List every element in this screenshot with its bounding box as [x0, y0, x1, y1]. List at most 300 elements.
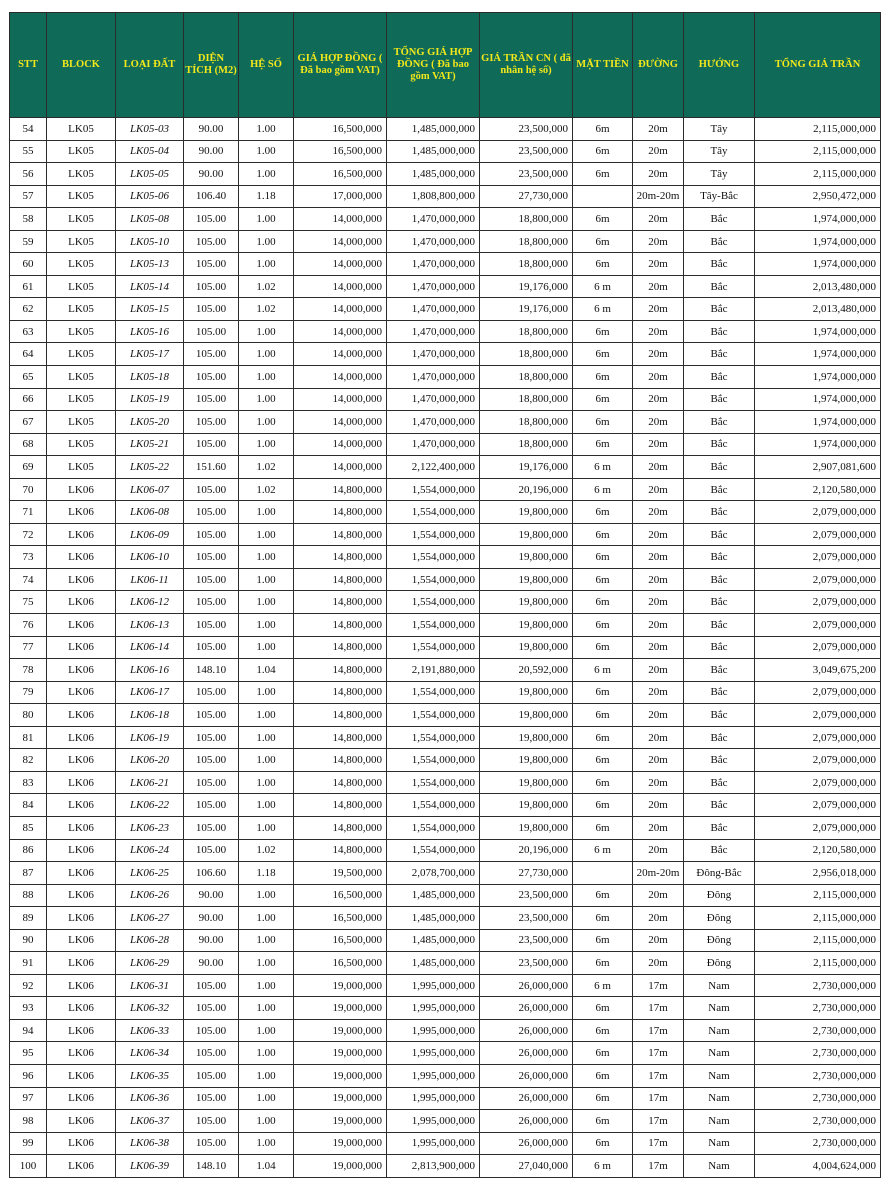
cell-stt: 60: [10, 253, 47, 276]
cell-lot-type: LK06-38: [116, 1132, 184, 1155]
cell-road: 20m: [633, 952, 684, 975]
cell-contract-price: 14,800,000: [294, 568, 387, 591]
cell-total-ceiling-price: 2,730,000,000: [755, 1087, 881, 1110]
cell-road: 20m: [633, 816, 684, 839]
table-row: [10, 816, 881, 839]
cell-frontage: 6m: [573, 320, 633, 343]
cell-frontage: 6m: [573, 614, 633, 637]
cell-coefficient: 1.00: [239, 952, 294, 975]
cell-frontage: [573, 185, 633, 208]
cell-block: LK06: [47, 546, 116, 569]
cell-total-ceiling-price: 2,079,000,000: [755, 523, 881, 546]
cell-total-ceiling-price: 2,730,000,000: [755, 1132, 881, 1155]
cell-total-ceiling-price: 2,079,000,000: [755, 568, 881, 591]
cell-direction: Bắc: [684, 501, 755, 524]
cell-block: LK06: [47, 523, 116, 546]
cell-road: 20m: [633, 523, 684, 546]
cell-coefficient: 1.00: [239, 523, 294, 546]
cell-ceiling-price: 18,800,000: [480, 320, 573, 343]
cell-road: 17m: [633, 997, 684, 1020]
cell-ceiling-price: 23,500,000: [480, 140, 573, 163]
col-header-stt: STT: [10, 13, 47, 118]
cell-contract-price: 14,800,000: [294, 636, 387, 659]
cell-lot-type: LK06-27: [116, 907, 184, 930]
table-row: [10, 501, 881, 524]
cell-total-contract-price: 1,995,000,000: [387, 1042, 480, 1065]
cell-coefficient: 1.00: [239, 749, 294, 772]
cell-total-contract-price: 1,995,000,000: [387, 1087, 480, 1110]
cell-total-ceiling-price: 1,974,000,000: [755, 411, 881, 434]
cell-contract-price: 14,800,000: [294, 591, 387, 614]
cell-total-ceiling-price: 2,115,000,000: [755, 118, 881, 141]
cell-coefficient: 1.02: [239, 478, 294, 501]
cell-contract-price: 14,000,000: [294, 456, 387, 479]
cell-stt: 65: [10, 366, 47, 389]
cell-total-ceiling-price: 1,974,000,000: [755, 433, 881, 456]
cell-direction: Nam: [684, 997, 755, 1020]
cell-stt: 75: [10, 591, 47, 614]
cell-coefficient: 1.00: [239, 1110, 294, 1133]
cell-lot-type: LK06-19: [116, 726, 184, 749]
cell-block: LK05: [47, 163, 116, 186]
cell-coefficient: 1.00: [239, 974, 294, 997]
cell-contract-price: 14,000,000: [294, 253, 387, 276]
cell-road: 20m: [633, 275, 684, 298]
cell-total-contract-price: 1,808,800,000: [387, 185, 480, 208]
cell-contract-price: 14,800,000: [294, 816, 387, 839]
cell-ceiling-price: 19,800,000: [480, 749, 573, 772]
cell-road: 20m: [633, 794, 684, 817]
table-row: [10, 456, 881, 479]
cell-total-contract-price: 1,995,000,000: [387, 1064, 480, 1087]
table-row: [10, 343, 881, 366]
cell-total-ceiling-price: 2,730,000,000: [755, 1064, 881, 1087]
cell-lot-type: LK05-06: [116, 185, 184, 208]
cell-ceiling-price: 18,800,000: [480, 433, 573, 456]
cell-lot-type: LK06-36: [116, 1087, 184, 1110]
cell-contract-price: 16,500,000: [294, 163, 387, 186]
cell-lot-type: LK05-21: [116, 433, 184, 456]
cell-road: 20m: [633, 388, 684, 411]
cell-total-contract-price: 1,485,000,000: [387, 929, 480, 952]
cell-frontage: 6m: [573, 366, 633, 389]
col-header-block: BLOCK: [47, 13, 116, 118]
cell-coefficient: 1.00: [239, 816, 294, 839]
cell-total-ceiling-price: 1,974,000,000: [755, 320, 881, 343]
cell-area: 105.00: [184, 1042, 239, 1065]
cell-total-contract-price: 2,078,700,000: [387, 862, 480, 885]
table-row: [10, 614, 881, 637]
cell-contract-price: 14,000,000: [294, 366, 387, 389]
cell-stt: 89: [10, 907, 47, 930]
cell-coefficient: 1.00: [239, 771, 294, 794]
cell-frontage: 6m: [573, 952, 633, 975]
table-row: [10, 388, 881, 411]
cell-total-ceiling-price: 2,079,000,000: [755, 591, 881, 614]
cell-total-contract-price: 1,470,000,000: [387, 388, 480, 411]
cell-road: 20m: [633, 659, 684, 682]
cell-lot-type: LK05-04: [116, 140, 184, 163]
table-row: [10, 275, 881, 298]
cell-coefficient: 1.00: [239, 388, 294, 411]
cell-stt: 79: [10, 681, 47, 704]
cell-ceiling-price: 26,000,000: [480, 1087, 573, 1110]
col-header-frontage: MẶT TIỀN: [573, 13, 633, 118]
cell-area: 90.00: [184, 884, 239, 907]
cell-ceiling-price: 23,500,000: [480, 952, 573, 975]
cell-total-ceiling-price: 2,907,081,600: [755, 456, 881, 479]
cell-total-ceiling-price: 2,115,000,000: [755, 907, 881, 930]
cell-coefficient: 1.00: [239, 636, 294, 659]
cell-road: 20m: [633, 298, 684, 321]
cell-block: LK06: [47, 862, 116, 885]
table-row: [10, 591, 881, 614]
cell-stt: 92: [10, 974, 47, 997]
cell-direction: Bắc: [684, 275, 755, 298]
cell-direction: Bắc: [684, 749, 755, 772]
cell-block: LK06: [47, 1155, 116, 1178]
cell-block: LK06: [47, 591, 116, 614]
table-row: [10, 952, 881, 975]
table-row: [10, 1132, 881, 1155]
cell-frontage: 6m: [573, 343, 633, 366]
cell-coefficient: 1.00: [239, 884, 294, 907]
cell-ceiling-price: 19,800,000: [480, 501, 573, 524]
table-row: [10, 929, 881, 952]
cell-lot-type: LK06-24: [116, 839, 184, 862]
cell-area: 148.10: [184, 1155, 239, 1178]
cell-stt: 87: [10, 862, 47, 885]
cell-lot-type: LK05-22: [116, 456, 184, 479]
cell-lot-type: LK06-09: [116, 523, 184, 546]
cell-coefficient: 1.00: [239, 546, 294, 569]
cell-area: 105.00: [184, 411, 239, 434]
cell-road: 20m: [633, 501, 684, 524]
cell-total-contract-price: 1,554,000,000: [387, 523, 480, 546]
cell-road: 20m: [633, 411, 684, 434]
cell-stt: 68: [10, 433, 47, 456]
cell-ceiling-price: 19,176,000: [480, 456, 573, 479]
cell-stt: 80: [10, 704, 47, 727]
cell-road: 20m: [633, 118, 684, 141]
cell-ceiling-price: 18,800,000: [480, 366, 573, 389]
cell-lot-type: LK05-17: [116, 343, 184, 366]
cell-total-contract-price: 1,470,000,000: [387, 230, 480, 253]
cell-direction: Tây: [684, 140, 755, 163]
table-row: [10, 366, 881, 389]
table-row: [10, 1155, 881, 1178]
cell-road: 20m: [633, 230, 684, 253]
cell-frontage: 6m: [573, 230, 633, 253]
cell-ceiling-price: 19,800,000: [480, 816, 573, 839]
cell-total-contract-price: 1,485,000,000: [387, 140, 480, 163]
cell-block: LK06: [47, 1064, 116, 1087]
cell-coefficient: 1.00: [239, 1042, 294, 1065]
table-row: [10, 546, 881, 569]
cell-ceiling-price: 20,196,000: [480, 839, 573, 862]
cell-ceiling-price: 19,800,000: [480, 568, 573, 591]
cell-area: 105.00: [184, 568, 239, 591]
cell-road: 20m: [633, 568, 684, 591]
table-row: [10, 208, 881, 231]
cell-contract-price: 19,500,000: [294, 862, 387, 885]
cell-area: 90.00: [184, 907, 239, 930]
cell-total-ceiling-price: 1,974,000,000: [755, 366, 881, 389]
cell-direction: Tây: [684, 118, 755, 141]
cell-stt: 67: [10, 411, 47, 434]
cell-contract-price: 14,000,000: [294, 433, 387, 456]
cell-area: 105.00: [184, 343, 239, 366]
cell-area: 105.00: [184, 253, 239, 276]
cell-stt: 58: [10, 208, 47, 231]
cell-direction: Bắc: [684, 456, 755, 479]
cell-frontage: 6m: [573, 726, 633, 749]
cell-total-ceiling-price: 2,730,000,000: [755, 974, 881, 997]
cell-contract-price: 16,500,000: [294, 952, 387, 975]
cell-block: LK06: [47, 681, 116, 704]
cell-block: LK06: [47, 771, 116, 794]
cell-stt: 82: [10, 749, 47, 772]
cell-road: 20m: [633, 771, 684, 794]
cell-total-contract-price: 2,191,880,000: [387, 659, 480, 682]
cell-stt: 71: [10, 501, 47, 524]
cell-stt: 77: [10, 636, 47, 659]
table-row: [10, 862, 881, 885]
cell-direction: Tây: [684, 163, 755, 186]
table-row: [10, 681, 881, 704]
cell-total-contract-price: 1,470,000,000: [387, 433, 480, 456]
cell-direction: Bắc: [684, 208, 755, 231]
cell-frontage: 6m: [573, 794, 633, 817]
cell-direction: Bắc: [684, 839, 755, 862]
cell-lot-type: LK06-10: [116, 546, 184, 569]
cell-coefficient: 1.00: [239, 704, 294, 727]
cell-block: LK05: [47, 411, 116, 434]
cell-ceiling-price: 19,800,000: [480, 546, 573, 569]
cell-lot-type: LK05-16: [116, 320, 184, 343]
cell-direction: Nam: [684, 1064, 755, 1087]
cell-frontage: 6m: [573, 929, 633, 952]
cell-total-ceiling-price: 3,049,675,200: [755, 659, 881, 682]
cell-area: 105.00: [184, 681, 239, 704]
cell-ceiling-price: 20,592,000: [480, 659, 573, 682]
col-header-lot-type: LOẠI ĐẤT: [116, 13, 184, 118]
cell-lot-type: LK06-21: [116, 771, 184, 794]
cell-stt: 66: [10, 388, 47, 411]
cell-road: 20m-20m: [633, 862, 684, 885]
cell-coefficient: 1.00: [239, 253, 294, 276]
cell-total-contract-price: 1,554,000,000: [387, 749, 480, 772]
cell-frontage: 6m: [573, 568, 633, 591]
cell-block: LK06: [47, 1132, 116, 1155]
table-row: [10, 636, 881, 659]
cell-total-contract-price: 1,554,000,000: [387, 614, 480, 637]
cell-direction: Bắc: [684, 546, 755, 569]
cell-stt: 98: [10, 1110, 47, 1133]
cell-ceiling-price: 19,800,000: [480, 704, 573, 727]
cell-lot-type: LK06-34: [116, 1042, 184, 1065]
cell-coefficient: 1.00: [239, 366, 294, 389]
cell-total-contract-price: 1,554,000,000: [387, 681, 480, 704]
table-row: [10, 907, 881, 930]
cell-frontage: 6m: [573, 636, 633, 659]
cell-ceiling-price: 19,800,000: [480, 636, 573, 659]
cell-area: 105.00: [184, 1132, 239, 1155]
cell-frontage: 6 m: [573, 1155, 633, 1178]
cell-lot-type: LK06-18: [116, 704, 184, 727]
cell-frontage: [573, 862, 633, 885]
cell-total-ceiling-price: 2,079,000,000: [755, 614, 881, 637]
table-row: [10, 118, 881, 141]
cell-coefficient: 1.00: [239, 411, 294, 434]
cell-ceiling-price: 23,500,000: [480, 884, 573, 907]
cell-lot-type: LK06-22: [116, 794, 184, 817]
cell-ceiling-price: 18,800,000: [480, 253, 573, 276]
cell-stt: 63: [10, 320, 47, 343]
cell-total-ceiling-price: 2,079,000,000: [755, 726, 881, 749]
cell-road: 20m: [633, 929, 684, 952]
cell-direction: Bắc: [684, 659, 755, 682]
cell-block: LK06: [47, 704, 116, 727]
cell-contract-price: 14,800,000: [294, 794, 387, 817]
table-row: [10, 704, 881, 727]
cell-lot-type: LK05-19: [116, 388, 184, 411]
cell-direction: Đông: [684, 952, 755, 975]
cell-contract-price: 14,800,000: [294, 478, 387, 501]
cell-ceiling-price: 26,000,000: [480, 974, 573, 997]
cell-ceiling-price: 18,800,000: [480, 411, 573, 434]
cell-area: 105.00: [184, 478, 239, 501]
cell-direction: Bắc: [684, 704, 755, 727]
table-row: [10, 253, 881, 276]
col-header-coefficient: HỆ SỐ: [239, 13, 294, 118]
cell-direction: Đông-Bắc: [684, 862, 755, 885]
cell-total-ceiling-price: 2,730,000,000: [755, 1042, 881, 1065]
cell-direction: Bắc: [684, 771, 755, 794]
table-row: [10, 1110, 881, 1133]
cell-total-ceiling-price: 2,120,580,000: [755, 839, 881, 862]
cell-lot-type: LK06-39: [116, 1155, 184, 1178]
cell-coefficient: 1.00: [239, 208, 294, 231]
cell-frontage: 6m: [573, 1087, 633, 1110]
cell-road: 20m: [633, 366, 684, 389]
cell-direction: Nam: [684, 1042, 755, 1065]
cell-total-ceiling-price: 2,079,000,000: [755, 749, 881, 772]
cell-road: 20m: [633, 749, 684, 772]
cell-total-contract-price: 1,485,000,000: [387, 907, 480, 930]
cell-direction: Bắc: [684, 591, 755, 614]
cell-total-ceiling-price: 2,079,000,000: [755, 681, 881, 704]
cell-total-contract-price: 1,485,000,000: [387, 163, 480, 186]
cell-lot-type: LK06-32: [116, 997, 184, 1020]
cell-contract-price: 14,800,000: [294, 726, 387, 749]
cell-area: 105.00: [184, 388, 239, 411]
cell-road: 20m: [633, 636, 684, 659]
cell-road: 20m: [633, 726, 684, 749]
cell-direction: Bắc: [684, 816, 755, 839]
cell-total-contract-price: 1,470,000,000: [387, 253, 480, 276]
cell-total-contract-price: 2,813,900,000: [387, 1155, 480, 1178]
cell-coefficient: 1.00: [239, 140, 294, 163]
cell-frontage: 6 m: [573, 839, 633, 862]
cell-block: LK06: [47, 1110, 116, 1133]
cell-block: LK05: [47, 320, 116, 343]
cell-ceiling-price: 26,000,000: [480, 997, 573, 1020]
cell-lot-type: LK05-13: [116, 253, 184, 276]
cell-lot-type: LK06-25: [116, 862, 184, 885]
cell-direction: Bắc: [684, 614, 755, 637]
cell-frontage: 6m: [573, 118, 633, 141]
cell-stt: 74: [10, 568, 47, 591]
cell-total-contract-price: 1,995,000,000: [387, 1132, 480, 1155]
cell-direction: Đông: [684, 907, 755, 930]
cell-block: LK05: [47, 253, 116, 276]
cell-total-contract-price: 1,554,000,000: [387, 816, 480, 839]
cell-stt: 76: [10, 614, 47, 637]
cell-ceiling-price: 23,500,000: [480, 907, 573, 930]
cell-total-contract-price: 1,554,000,000: [387, 771, 480, 794]
cell-total-contract-price: 1,554,000,000: [387, 794, 480, 817]
cell-direction: Bắc: [684, 366, 755, 389]
cell-coefficient: 1.00: [239, 591, 294, 614]
cell-direction: Đông: [684, 929, 755, 952]
cell-total-contract-price: 1,554,000,000: [387, 568, 480, 591]
cell-block: LK05: [47, 388, 116, 411]
cell-ceiling-price: 18,800,000: [480, 343, 573, 366]
cell-road: 20m: [633, 839, 684, 862]
table-row: [10, 1064, 881, 1087]
cell-ceiling-price: 26,000,000: [480, 1132, 573, 1155]
cell-contract-price: 14,000,000: [294, 275, 387, 298]
table-row: [10, 794, 881, 817]
cell-direction: Tây-Bắc: [684, 185, 755, 208]
cell-frontage: 6m: [573, 1110, 633, 1133]
cell-lot-type: LK06-31: [116, 974, 184, 997]
cell-road: 20m: [633, 163, 684, 186]
cell-block: LK06: [47, 1042, 116, 1065]
cell-road: 17m: [633, 1155, 684, 1178]
col-header-contract-price: GIÁ HỢP ĐỒNG ( Đã bao gồm VAT): [294, 13, 387, 118]
cell-coefficient: 1.00: [239, 997, 294, 1020]
table-row: [10, 726, 881, 749]
cell-stt: 95: [10, 1042, 47, 1065]
cell-frontage: 6m: [573, 523, 633, 546]
cell-direction: Bắc: [684, 433, 755, 456]
cell-ceiling-price: 26,000,000: [480, 1019, 573, 1042]
cell-direction: Bắc: [684, 388, 755, 411]
cell-total-contract-price: 1,470,000,000: [387, 208, 480, 231]
cell-direction: Bắc: [684, 681, 755, 704]
cell-total-ceiling-price: 2,115,000,000: [755, 952, 881, 975]
cell-area: 90.00: [184, 952, 239, 975]
cell-lot-type: LK06-13: [116, 614, 184, 637]
cell-road: 20m: [633, 140, 684, 163]
cell-block: LK06: [47, 816, 116, 839]
cell-direction: Bắc: [684, 320, 755, 343]
cell-frontage: 6m: [573, 140, 633, 163]
cell-road: 20m: [633, 681, 684, 704]
cell-total-ceiling-price: 2,115,000,000: [755, 884, 881, 907]
cell-contract-price: 14,000,000: [294, 343, 387, 366]
cell-block: LK06: [47, 614, 116, 637]
cell-stt: 86: [10, 839, 47, 862]
cell-total-contract-price: 1,995,000,000: [387, 1110, 480, 1133]
cell-area: 105.00: [184, 794, 239, 817]
cell-block: LK06: [47, 1019, 116, 1042]
cell-ceiling-price: 19,800,000: [480, 614, 573, 637]
cell-frontage: 6m: [573, 1132, 633, 1155]
cell-road: 20m: [633, 433, 684, 456]
